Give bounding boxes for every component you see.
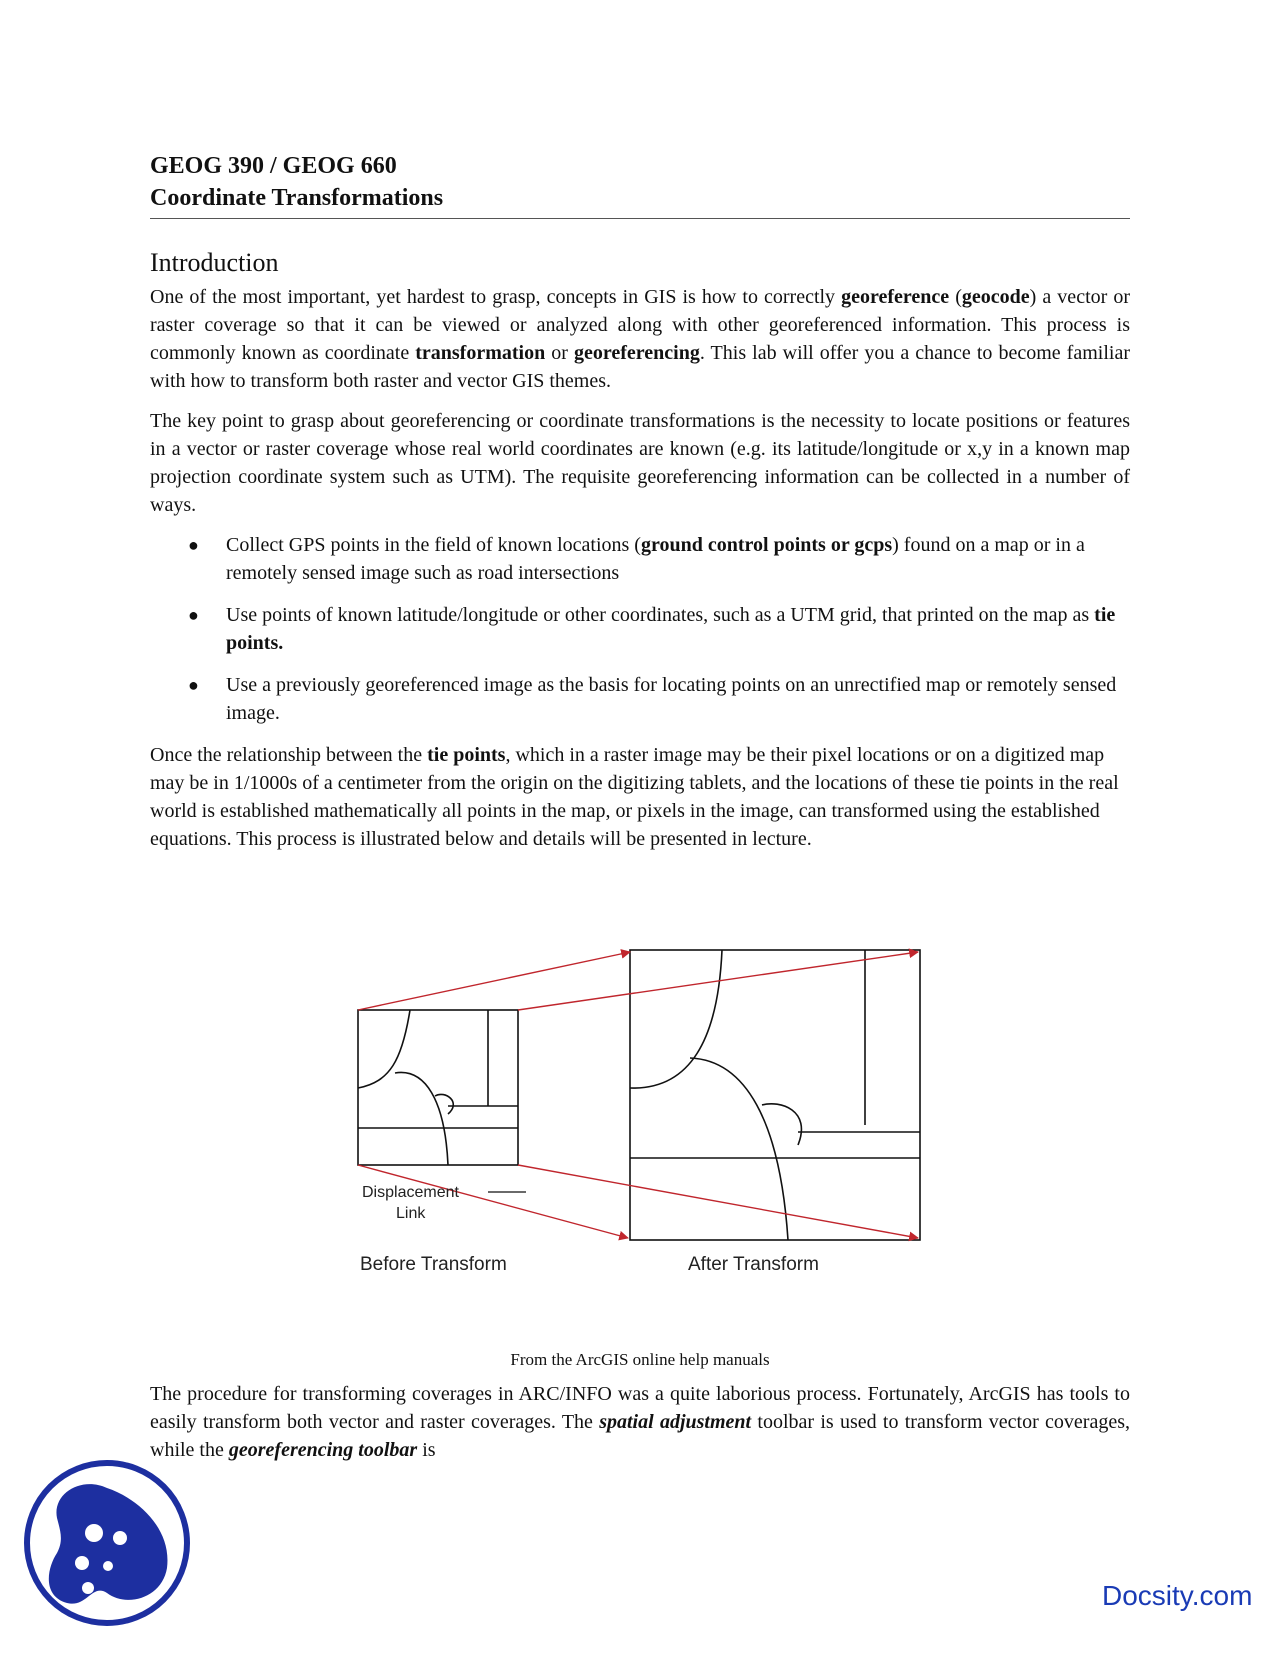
figure-caption: From the ArcGIS online help manuals (510, 1350, 770, 1369)
displacement-arrow (518, 952, 918, 1010)
displacement-arrow (518, 1165, 918, 1238)
docsity-watermark[interactable]: Docsity.com (1102, 1580, 1253, 1611)
after-map (630, 950, 920, 1240)
before-transform-label: Before Transform (360, 1254, 507, 1275)
after-transform-label: After Transform (688, 1254, 819, 1275)
section-heading: Introduction (150, 248, 279, 277)
bullet-item (150, 601, 1130, 657)
paragraph-2: The key point to grasp about georeferencing or coordinate transformations is the necessity to locate positions or features in a vector or raster coverage whose real world coordinates are known (e.g. its latitude/longitude or x,y in a known map projection coordinate system such as UTM). The requisite georeferencing information can be collected in a number of ways. (150, 410, 1130, 516)
bullet-icon: ● (188, 605, 199, 625)
displacement-arrow (358, 952, 630, 1010)
paragraph-1: One of the most important, yet hardest to grasp, concepts in GIS is how to correctly georeference (geocode) a vector or raster coverage so that it can be viewed or analyzed along with other georeferenced information. This process is commonly known as coordinate transformation or georeferencing. This lab will offer you a chance to become familiar with how to transform both raster and vector GIS themes. (150, 286, 1130, 392)
bullet-text: Use points of known latitude/longitude or other coordinates, such as a UTM grid, that printed on the map as tie points. (226, 604, 1116, 654)
bullet-icon: ● (188, 675, 199, 695)
bullet-icon: ● (188, 535, 199, 555)
displacement-arrow (358, 1165, 628, 1238)
paragraph-3: Once the relationship between the tie points, which in a raster image may be their pixel locations or on a digitized map may be in 1/1000s of a centimeter from the origin on the digitizing tablets, and the locations of these tie points in the real world is established mathematically all points in the map, or pixels in the image, can transformed using the established equations. This process is illustrated below and details will be presented in lecture. (150, 744, 1119, 850)
docsity-logo (22, 1458, 192, 1628)
bullet-item (150, 671, 1130, 727)
displacement-label: Displacement (362, 1184, 459, 1201)
continued-text (150, 1380, 1130, 1476)
document-page (150, 150, 1130, 865)
bullet-list (150, 531, 1130, 727)
bullet-item (150, 531, 1130, 587)
course-code: GEOG 390 / GEOG 660 (150, 153, 397, 179)
header-divider (150, 218, 1130, 219)
before-map (358, 1010, 518, 1165)
document-title: Coordinate Transformations (150, 185, 444, 211)
displacement-label-2: Link (396, 1205, 426, 1222)
paragraph-4: The procedure for transforming coverages in ARC/INFO was a quite laborious process. Fortunately, ArcGIS has tools to easily transform both vector and raster coverages. The spatial adjustment toolbar is used to transform vector coverages, while the georeferencing toolbar is (150, 1383, 1130, 1461)
bullet-text: Use a previously georeferenced image as the basis for locating points on an unrectified map or remotely sensed image. (226, 674, 1117, 724)
bullet-text: Collect GPS points in the field of known locations (ground control points or gcps) found on a map or in a remotely sensed image such as road intersections (226, 534, 1085, 584)
transform-diagram (350, 940, 930, 1300)
